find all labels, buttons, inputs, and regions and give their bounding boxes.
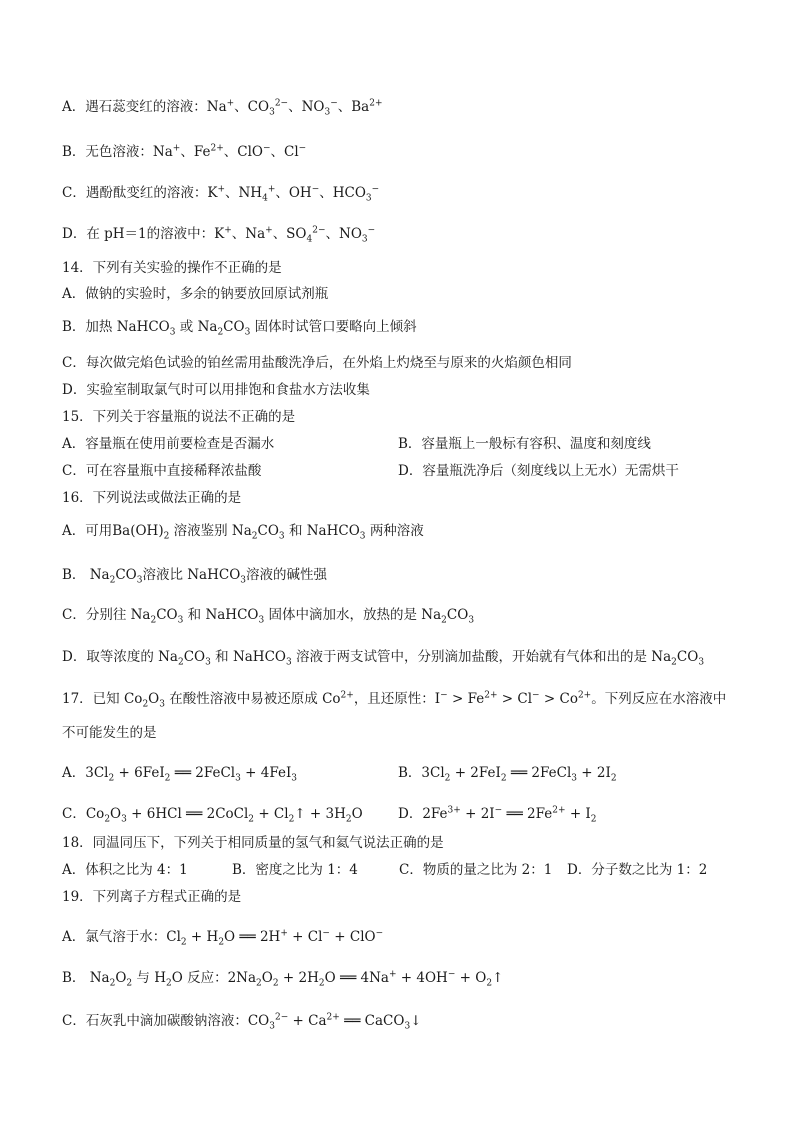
q16-a-pre: A．可用 xyxy=(62,523,113,539)
q17-option-d: D．$2Fe^{3+} + 2I^-$ ══ $2Fe^{2+} + I_2$ xyxy=(398,805,597,825)
q17-option-b: B．$3Cl_2 + 2FeI_2$ ══ 2FeCl$_3$ + $2I_2$ xyxy=(398,765,617,784)
q14-option-a: A．做钠的实验时，多余的钠要放回原试剂瓶 xyxy=(62,286,329,302)
q16-d-post: 溶液于两支试管中，分别滴加盐酸，开始就有气体和出的是 Na xyxy=(296,649,672,665)
q17-option-a: A．$3Cl_2 + 6FeI_2$ ══ 2FeCl$_3$ + 4FeI$_3$ xyxy=(62,765,298,784)
q19-option-b: B． $Na_2O_2$ 与 $H_2O$ 反应：$2Na_2O_2 + 2H_2O$ ══ $4Na^+ + 4OH^- + O_2↑$ xyxy=(62,969,504,989)
q17-a-label: A． xyxy=(62,765,86,781)
q17-stem-tail: 。下列反应在水溶液中 xyxy=(591,691,727,707)
q13-d-label: D．在 pH＝1的溶液中： xyxy=(62,226,215,242)
q16-option-a: A．可用$Ba(OH)_2$ 溶液鉴别 $Na_2CO_3$ 和 NaHCO$_3$ 两种溶液 xyxy=(62,523,424,542)
q14-option-d: D．实验室制取氯气时可以用排饱和食盐水方法收集 xyxy=(62,382,370,398)
q16-option-d: D．取等浓度的 $Na_2CO_3$ 和 NaHCO$_3$ 溶液于两支试管中，分别滴加盐酸，开始就有气体和出的是 $Na_2CO_3$ xyxy=(62,649,705,668)
q19-option-c: C．石灰乳中滴加碳酸钠溶液：$CO_3^{2-} + Ca^{2+}$ ══ CaCO$_3$↓ xyxy=(62,1012,422,1032)
q16-c-post: 固体中滴加水，放热的是 Na xyxy=(268,607,442,623)
q18-option-b: B．密度之比为 1：4 xyxy=(232,862,358,878)
q19-a-label: A．氯气溶于水： xyxy=(62,929,167,945)
q16-c-pre: C．分别往 Na xyxy=(62,607,151,623)
q18-option-c: C．物质的量之比为 2：1 xyxy=(399,862,553,878)
q19-b-pre: B． Na xyxy=(62,970,110,986)
q19-b-post: 反应： xyxy=(187,970,228,986)
q19-b-mid: 与 xyxy=(136,970,150,986)
q17-option-c: C．$Co_2O_3 + 6HCl$ ══ 2CoCl$_2$ + $Cl_2↑ + 3H_2O$ xyxy=(62,806,363,825)
q16-a-end: 两种溶液 xyxy=(369,523,424,539)
q16-d-pre: D．取等浓度的 Na xyxy=(62,649,178,665)
q17-stem-pre: 17．已知 Co xyxy=(62,691,143,707)
q18-stem: 18．同温同压下，下列关于相同质量的氢气和氦气说法正确的是 xyxy=(62,835,444,851)
q13-option-d: D．在 pH＝1的溶液中：K+、Na+、$SO_4^{2-}$、$NO_3^-$ xyxy=(62,225,376,245)
q14-option-b: B．加热 NaHCO$_3$ 或 $Na_2CO_3$ 固体时试管口要略向上倾斜 xyxy=(62,319,417,338)
q16-d-mid: 和 NaHCO xyxy=(215,649,286,665)
q15-option-d: D．容量瓶洗净后（刻度线以上无水）无需烘干 xyxy=(398,463,679,479)
q17-c-label: C． xyxy=(62,806,86,822)
q19-stem: 19．下列离子方程式正确的是 xyxy=(62,889,242,905)
q16-option-b: B． $Na_2CO_3$溶液比 NaHCO$_3$溶液的碱性强 xyxy=(62,567,328,586)
q17-d-label: D． xyxy=(398,806,423,822)
q17-stem-post: ，且还原性：I xyxy=(353,691,441,707)
q14-b-mid: 或 Na xyxy=(175,319,218,335)
q14-b-co: CO xyxy=(223,319,245,335)
q15-stem: 15．下列关于容量瓶的说法不正确的是 xyxy=(62,409,296,425)
q16-option-c: C．分别往 $Na_2CO_3$ 和 NaHCO$_3$ 固体中滴加水，放热的是 $Na_2CO_3$ xyxy=(62,607,475,626)
q18-option-d: D．分子数之比为 1：2 xyxy=(567,862,708,878)
q16-a-post: 溶液鉴别 Na xyxy=(173,523,252,539)
q19-option-a: A．氯气溶于水：$Cl_2 + H_2O$ ══ 2H+ + Cl− + ClO− xyxy=(62,928,384,948)
q15-option-a: A．容量瓶在使用前要检查是否漏水 xyxy=(62,436,275,452)
q13-c-label: C．遇酚酞变红的溶液： xyxy=(62,185,208,201)
q18-option-a: A．体积之比为 4：1 xyxy=(62,862,188,878)
q16-b-mid: 溶液比 NaHCO xyxy=(142,567,241,583)
q16-b-pre: B． Na xyxy=(62,567,110,583)
q13-option-a: A．遇石蕊变红的溶液：Na+、$CO_3^{2-}$、$NO_3^-$、$Ba^{2+}$ xyxy=(62,98,383,118)
q14-option-c: C．每次做完焰色试验的铂丝需用盐酸洗净后，在外焰上灼烧至与原来的火焰颜色相同 xyxy=(62,355,572,371)
q13-b-label: B．无色溶液： xyxy=(62,144,153,160)
q16-stem: 16．下列说法或做法正确的是 xyxy=(62,490,242,506)
q19-c-label: C．石灰乳中滴加碳酸钠溶液： xyxy=(62,1013,248,1029)
q17-stem: 17．已知 $Co_2O_3$ 在酸性溶液中易被还原成 $Co^{2+}$，且还原性：$I^- > Fe^{2+} > Cl^- > Co^{2+}$。下列反应在水溶液中 xyxy=(62,690,727,710)
q15-option-c: C．可在容量瓶中直接稀释浓盐酸 xyxy=(62,463,262,479)
q13-option-b: B．无色溶液：Na+、$Fe^{2+}$、ClO−、Cl− xyxy=(62,143,307,160)
q17-stem-line2: 不可能发生的是 xyxy=(62,725,157,741)
q16-c-mid: 和 NaHCO xyxy=(187,607,259,623)
q17-b-label: B． xyxy=(398,765,422,781)
q16-b-post: 溶液的碱性强 xyxy=(246,567,328,583)
q13-a-label: A．遇石蕊变红的溶液： xyxy=(62,99,207,115)
q14-b-pre: B．加热 NaHCO xyxy=(62,319,170,335)
q17-stem-mid: 在酸性溶液中易被还原成 Co xyxy=(169,691,341,707)
q13-option-c: C．遇酚酞变红的溶液：K+、$NH_4^+$、OH−、$HCO_3^-$ xyxy=(62,184,380,204)
q15-option-b: B．容量瓶上一般标有容积、温度和刻度线 xyxy=(398,436,651,452)
q14-b-post: 固体时试管口要略向上倾斜 xyxy=(250,319,417,335)
q14-stem: 14．下列有关实验的操作不正确的是 xyxy=(62,260,282,276)
